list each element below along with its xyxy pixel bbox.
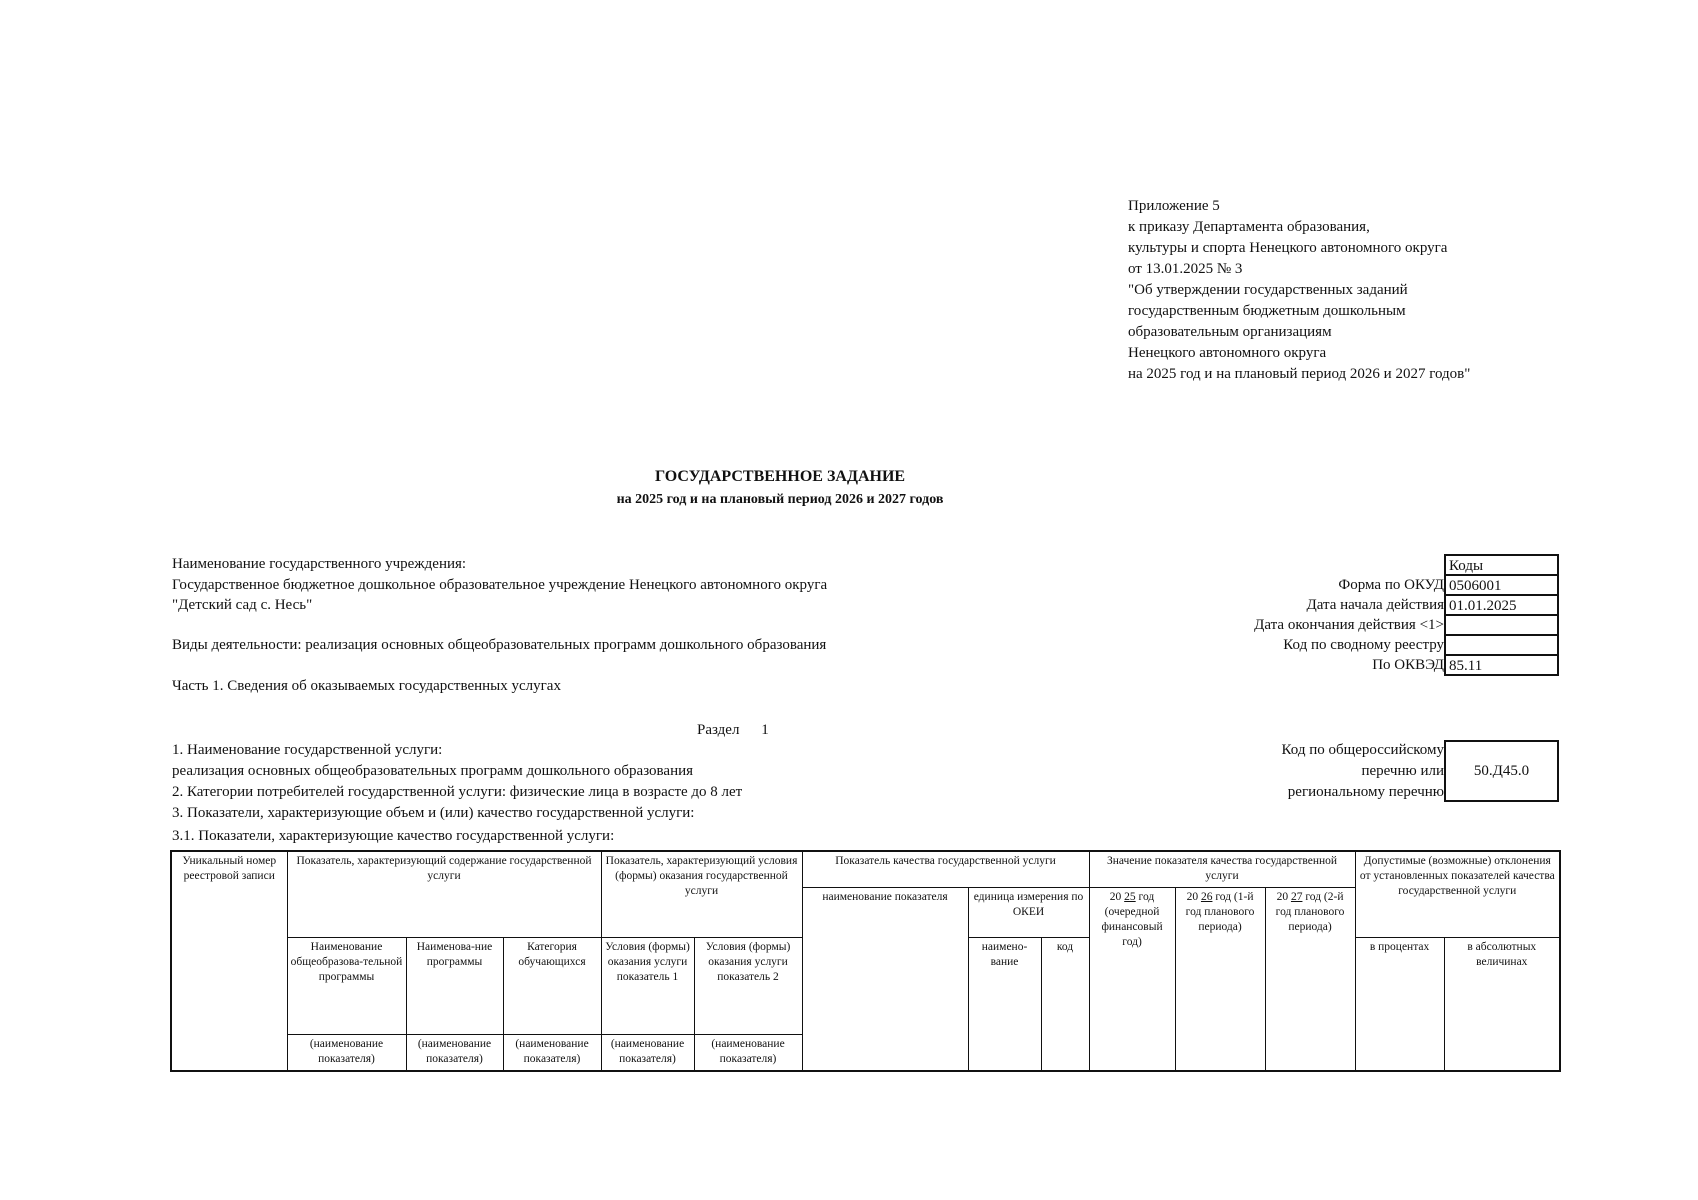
section-label-text: Раздел <box>697 722 740 738</box>
col-unit-name: наимено-вание <box>968 937 1041 1071</box>
year-3-prefix: 20 <box>1276 890 1289 903</box>
header-unit-okei: единица измерения по ОКЕИ <box>968 887 1089 937</box>
header-unique-number: Уникальный номер реестровой записи <box>171 851 287 1071</box>
header-conditions-indicator: Показатель, характеризующий условия (формы) оказания государственной услуги <box>601 851 802 937</box>
col-condition-2 <box>694 937 802 1071</box>
ok-list-label-3: региональному перечню <box>1287 784 1444 800</box>
header-deviation: Допустимые (возможные) отклонения от установленных показателей качества государственной услуги <box>1355 851 1560 937</box>
codes-header: Коды <box>1444 554 1559 576</box>
code-value-registry <box>1444 636 1559 656</box>
appendix-line: к приказу Департамента образования, <box>1128 219 1370 235</box>
document-title: ГОСУДАРСТВЕННОЕ ЗАДАНИЕ <box>654 468 906 485</box>
code-label-okved: По ОКВЭД <box>1372 657 1444 673</box>
col-condition-1-label: Условия (формы) оказания услуги показатель 1 <box>605 940 690 983</box>
ok-list-label-2: перечню или <box>1361 763 1444 779</box>
institution-name: Государственное бюджетное дошкольное образовательное учреждение Ненецкого автономного округа <box>172 577 828 593</box>
col-condition-2-label: Условия (формы) оказания услуги показатель 2 <box>705 940 791 983</box>
appendix-line: Приложение 5 <box>1128 198 1220 214</box>
header-year-1 <box>1089 887 1175 1071</box>
service-name: реализация основных общеобразовательных программ дошкольного образования <box>172 763 694 779</box>
year-2-prefix: 20 <box>1186 890 1199 903</box>
col-category-sub: (наименование показателя) <box>504 1034 601 1067</box>
service-label: 1. Наименование государственной услуги: <box>172 742 443 758</box>
header-indicator-name: наименование показателя <box>802 887 968 1071</box>
ok-list-code: 50.Д45.0 <box>1444 740 1559 802</box>
appendix-block <box>1128 196 1470 385</box>
indicators-heading: 3. Показатели, характеризующие объем и (или) качество государственной услуги: <box>172 805 695 821</box>
year-1-prefix: 20 <box>1109 890 1122 903</box>
col-category-label: Категория обучающихся <box>518 940 586 968</box>
institution-name-2: "Детский сад с. Несь" <box>172 597 313 613</box>
year-2-label: год (1-й год планового периода) <box>1185 890 1255 933</box>
col-program-name <box>287 937 406 1071</box>
year-3-value: 27 <box>1290 890 1303 903</box>
col-deviation-absolute: в абсолютных величинах <box>1444 937 1560 1071</box>
year-2-value: 26 <box>1200 890 1213 903</box>
year-3-label: год (2-й год планового периода) <box>1275 890 1345 933</box>
appendix-line: государственным бюджетным дошкольным <box>1128 303 1406 319</box>
header-quality-value: Значение показателя качества государственной услуги <box>1089 851 1355 887</box>
activity-type: Виды деятельности: реализация основных общеобразовательных программ дошкольного образования <box>172 637 827 653</box>
col-deviation-percent: в процентах <box>1355 937 1444 1071</box>
header-content-indicator: Показатель, характеризующий содержание государственной услуги <box>287 851 601 937</box>
code-label-okud: Форма по ОКУД <box>1338 577 1444 593</box>
col-condition-2-sub: (наименование показателя) <box>695 1034 802 1067</box>
consumer-categories: 2. Категории потребителей государственной услуги: физические лица в возрасте до 8 лет <box>172 784 743 800</box>
col-category <box>503 937 601 1071</box>
code-value-start-date: 01.01.2025 <box>1444 596 1559 616</box>
header-quality-indicator: Показатель качества государственной услуги <box>802 851 1089 887</box>
col-condition-1 <box>601 937 694 1071</box>
code-label-registry: Код по сводному реестру <box>1283 637 1444 653</box>
col-program-label: Наименова-ние программы <box>416 940 493 968</box>
section-number: 1 <box>761 722 769 738</box>
appendix-line: образовательным организациям <box>1128 324 1332 340</box>
appendix-line: на 2025 год и на плановый период 2026 и 2027 годов" <box>1128 366 1471 382</box>
col-program-name-sub: (наименование показателя) <box>288 1034 406 1067</box>
code-value-end-date <box>1444 616 1559 636</box>
header-year-3 <box>1265 887 1355 1071</box>
col-program-name-label: Наименование общеобразова-тельной программы <box>290 940 403 983</box>
appendix-line: культуры и спорта Ненецкого автономного округа <box>1128 240 1448 256</box>
ok-list-label-1: Код по общероссийскому <box>1281 742 1444 758</box>
institution-label: Наименование государственного учреждения: <box>172 556 467 572</box>
appendix-line: Ненецкого автономного округа <box>1128 345 1327 361</box>
code-value-okud: 0506001 <box>1444 576 1559 596</box>
appendix-line: "Об утверждении государственных заданий <box>1128 282 1408 298</box>
col-condition-1-sub: (наименование показателя) <box>602 1034 694 1067</box>
header-year-2 <box>1175 887 1265 1071</box>
quality-indicators-table <box>170 850 1561 1072</box>
year-1-value: 25 <box>1124 890 1136 903</box>
code-value-okved: 85.11 <box>1444 656 1559 676</box>
section-label <box>697 722 769 739</box>
document-subtitle: на 2025 год и на плановый период 2026 и 2027 годов <box>616 492 944 507</box>
part-heading: Часть 1. Сведения об оказываемых государственных услугах <box>172 678 561 694</box>
quality-heading: 3.1. Показатели, характеризующие качество государственной услуги: <box>172 828 615 844</box>
year-1-label: год (очередной финансовый год) <box>1101 890 1163 948</box>
col-program-sub: (наименование показателя) <box>407 1034 503 1067</box>
col-unit-code: код <box>1041 937 1089 1071</box>
appendix-line: от 13.01.2025 № 3 <box>1128 261 1243 277</box>
code-label-end-date: Дата окончания действия <1> <box>1254 617 1444 633</box>
code-label-start-date: Дата начала действия <box>1306 597 1444 613</box>
col-program <box>406 937 503 1071</box>
